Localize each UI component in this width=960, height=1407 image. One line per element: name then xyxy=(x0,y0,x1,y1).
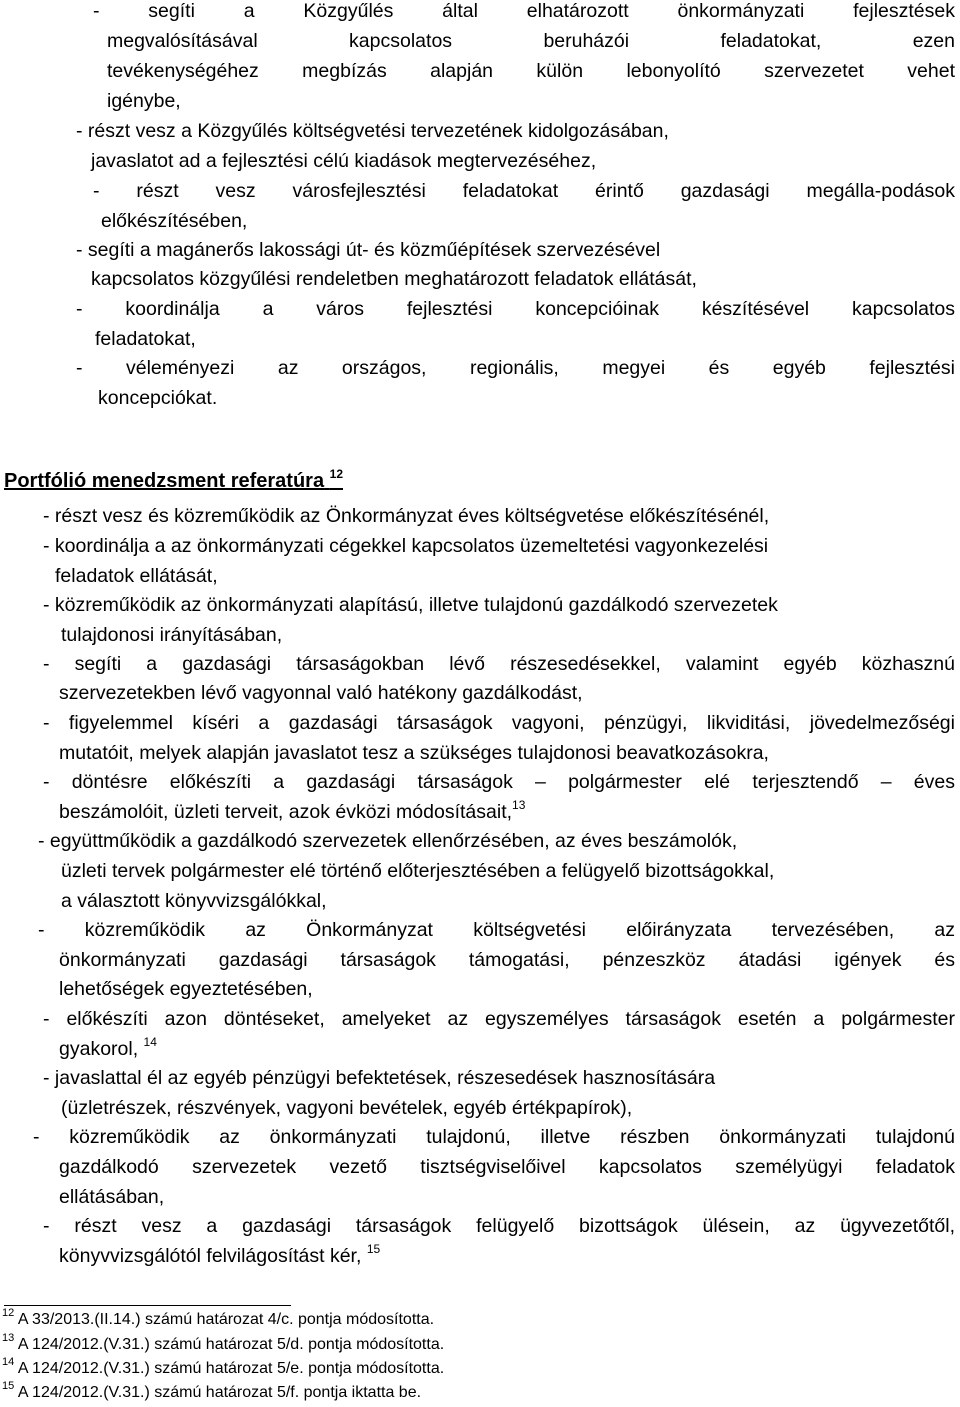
footnote-ref: 15 xyxy=(366,1242,381,1256)
footnote-ref: 14 xyxy=(143,1035,157,1049)
footnote xyxy=(2,1356,445,1378)
intro-line: - segíti a Közgyűlés által elhatározott önkormányzati fejlesztések xyxy=(93,0,955,22)
section-line-text: könyvvizsgálótól felvilágosítást kér, xyxy=(59,1245,362,1267)
section-line: mutatóit, melyek alapján javaslatot tesz a szükséges tulajdonosi beavatkozásokra, xyxy=(59,742,769,764)
section-line: - közreműködik az önkormányzati alapítású, illetve tulajdonú gazdálkodó szervezetek xyxy=(43,594,778,616)
section-line xyxy=(59,798,526,823)
footnote-text: A 33/2013.(II.14.) számú határozat 4/c. pontja módosította. xyxy=(17,1311,435,1328)
section-line: - részt vesz és közreműködik az Önkormányzat éves költségvetése előkészítésénél, xyxy=(43,505,770,527)
intro-line: - koordinálja a város fejlesztési koncepcióinak készítésével kapcsolatos xyxy=(76,298,955,320)
footnote-text: A 124/2012.(V.31.) számú határozat 5/e. pontja módosította. xyxy=(17,1360,445,1377)
section-line: - figyelemmel kíséri a gazdasági társaságok vagyoni, pénzügyi, likviditási, jövedelmezőségi xyxy=(43,712,955,734)
section-line: (üzletrészek, részvények, vagyoni bevételek, egyéb értékpapírok), xyxy=(61,1097,633,1119)
section-line-text: gyakorol, xyxy=(59,1038,139,1060)
intro-line: - segíti a magánerős lakossági út- és közműépítések szervezésével xyxy=(76,239,661,261)
section-line xyxy=(59,1242,381,1267)
section-line: - részt vesz a gazdasági társaságok felügyelő bizottságok ülésein, az ügyvezetőtől, xyxy=(43,1215,955,1237)
section-title-text: Portfólió menedzsment referatúra xyxy=(4,470,325,492)
intro-line: - véleményezi az országos, regionális, megyei és egyéb fejlesztési xyxy=(76,357,955,379)
intro-line: javaslatot ad a fejlesztési célú kiadások megtervezéséhez, xyxy=(91,150,597,172)
section-line: ellátásában, xyxy=(59,1186,165,1208)
footnote-number: 14 xyxy=(2,1356,15,1368)
footnote xyxy=(2,1380,422,1402)
section-line: - koordinálja a az önkormányzati cégekkel kapcsolatos üzemeltetési vagyonkezelési xyxy=(43,535,769,557)
section-line: - döntésre előkészíti a gazdasági társaságok – polgármester elé terjesztendő – éves xyxy=(43,771,955,793)
section-line: - segíti a gazdasági társaságokban lévő részesedésekkel, valamint egyéb közhasznú xyxy=(43,653,955,675)
section-line: szervezetekben lévő vagyonnal való hatékony gazdálkodást, xyxy=(59,682,583,704)
footnote xyxy=(2,1307,435,1329)
intro-line: - részt vesz a Közgyűlés költségvetési tervezetének kidolgozásában, xyxy=(76,120,669,142)
intro-line: kapcsolatos közgyűlési rendeletben meghatározott feladatok ellátását, xyxy=(91,268,697,290)
section-line: üzleti tervek polgármester elé történő előterjesztésében a felügyelő bizottságokkal, xyxy=(61,860,775,882)
section-line-text: beszámolóit, üzleti terveit, azok évközi módosításait, xyxy=(59,801,513,823)
section-line: tulajdonosi irányításában, xyxy=(61,624,283,646)
footnote-number: 15 xyxy=(2,1380,15,1392)
intro-line: megvalósításával kapcsolatos beruházói feladatokat, ezen xyxy=(107,30,955,52)
section-line: feladatok ellátását, xyxy=(55,565,218,587)
section-title xyxy=(4,467,343,493)
footnote-separator xyxy=(4,1305,291,1306)
section-line: - közreműködik az önkormányzati tulajdonú, illetve részben önkormányzati tulajdonú xyxy=(33,1126,955,1148)
footnote-ref: 12 xyxy=(329,467,343,481)
intro-line: koncepciókat. xyxy=(98,387,218,409)
section-line: gazdálkodó szervezetek vezető tisztségviselőivel kapcsolatos személyügyi feladatok xyxy=(59,1156,955,1178)
intro-line: igénybe, xyxy=(107,90,181,112)
section-line: lehetőségek egyeztetésében, xyxy=(59,978,313,1000)
section-line xyxy=(59,1035,157,1060)
section-line: - együttműködik a gazdálkodó szervezetek ellenőrzésében, az éves beszámolók, xyxy=(38,830,738,852)
section-line: - közreműködik az Önkormányzat költségvetési előirányzata tervezésében, az xyxy=(38,919,955,941)
intro-line: feladatokat, xyxy=(95,328,196,350)
section-line: a választott könyvvizsgálókkal, xyxy=(61,890,327,912)
footnote-ref: 13 xyxy=(512,798,526,812)
footnote-number: 13 xyxy=(2,1332,15,1344)
footnote-text: A 124/2012.(V.31.) számú határozat 5/d. pontja módosította. xyxy=(17,1336,445,1353)
footnote xyxy=(2,1332,445,1354)
section-line: - előkészíti azon döntéseket, amelyeket az egyszemélyes társaságok esetén a polgármester xyxy=(43,1008,955,1030)
section-line: - javaslattal él az egyéb pénzügyi befektetések, részesedések hasznosítására xyxy=(43,1067,716,1089)
footnote-number: 12 xyxy=(2,1307,15,1319)
intro-line: tevékenységéhez megbízás alapján külön lebonyolító szervezetet vehet xyxy=(107,60,955,82)
footnote-text: A 124/2012.(V.31.) számú határozat 5/f. pontja iktatta be. xyxy=(17,1384,422,1401)
intro-line: előkészítésében, xyxy=(101,210,248,232)
intro-line: - részt vesz városfejlesztési feladatokat érintő gazdasági megálla-podások xyxy=(93,180,955,202)
section-line: önkormányzati gazdasági társaságok támogatási, pénzeszköz átadási igények és xyxy=(59,949,955,971)
